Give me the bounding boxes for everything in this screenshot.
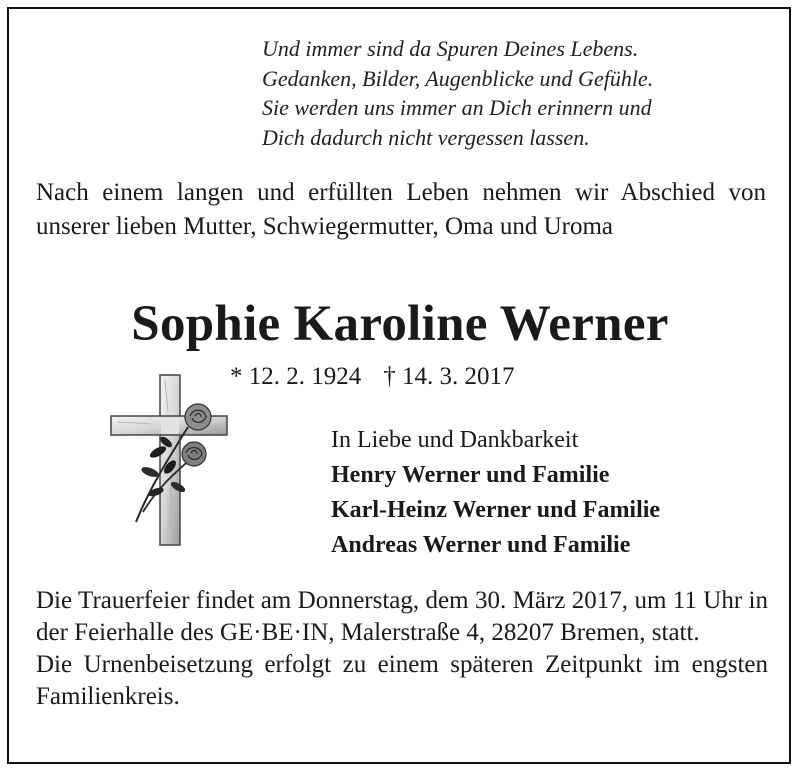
ceremony-info xyxy=(36,585,768,713)
funeral-details: Die Trauerfeier findet am Donnerstag, dem 30. März 2017, um 11 Uhr in der Feierhalle des GE·BE·IN, Malerstraße 4, 28207 Bremen, statt. xyxy=(36,587,768,646)
poem-line: Sie werden uns immer an Dich erinnern und xyxy=(262,95,652,120)
life-dates xyxy=(230,361,515,393)
death-date: † 14. 3. 2017 xyxy=(383,363,515,390)
family-line: Karl-Heinz Werner und Familie xyxy=(331,497,661,523)
poem-line: Dich dadurch nicht vergessen lassen. xyxy=(262,124,590,150)
cross-with-roses-icon xyxy=(108,372,228,547)
mourners-block xyxy=(331,423,660,563)
poem-line: Gedanken, Bilder, Augenblicke und Gefühle. xyxy=(262,65,654,91)
intro-text: Nach einem langen und erfüllten Leben nehmen wir Abschied von unserer lieben Mutter, Schwiegermutter, Oma und Uroma xyxy=(36,179,766,240)
urn-burial-details: Die Urnenbeisetzung erfolgt zu einem späteren Zeitpunkt im engsten Familienkreis. xyxy=(36,651,768,710)
poem xyxy=(262,34,653,152)
deceased-name: Sophie Karoline Werner xyxy=(131,296,669,352)
family-line: Andreas Werner und Familie xyxy=(331,532,631,558)
dedication-line: In Liebe und Dankbarkeit xyxy=(331,427,579,453)
birth-date: * 12. 2. 1924 xyxy=(230,363,362,390)
poem-line: Und immer sind da Spuren Deines Lebens. xyxy=(262,36,639,61)
family-line: Henry Werner und Familie xyxy=(331,462,610,488)
